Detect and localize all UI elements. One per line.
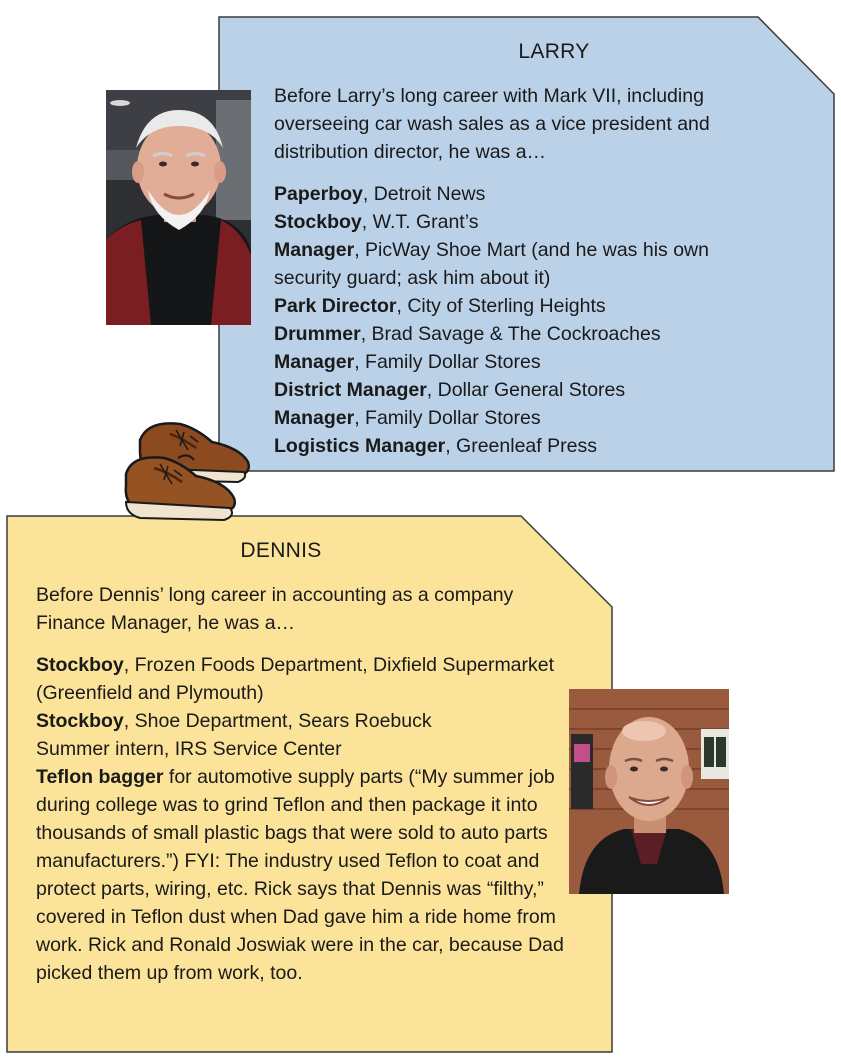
larry-job: [274, 292, 779, 320]
job-title: Manager: [274, 351, 355, 373]
job-title: Stockboy: [36, 654, 124, 676]
dennis-job: [36, 651, 571, 707]
dennis-job: [36, 735, 571, 763]
dennis-intro: Before Dennis’ long career in accounting as a company Finance Manager, he was a…: [36, 584, 514, 634]
job-title: Manager: [274, 239, 355, 261]
job-detail: , W.T. Grant’s: [361, 211, 479, 233]
larry-card-text: [274, 38, 779, 460]
larry-job: [274, 376, 779, 404]
dennis-name: DENNIS: [240, 539, 322, 562]
larry-job: [274, 180, 779, 208]
larry-job-list: [274, 180, 779, 460]
larry-job: [274, 320, 779, 348]
job-title: Stockboy: [36, 710, 124, 732]
job-title: Manager: [274, 407, 355, 429]
job-title: Stockboy: [274, 211, 362, 233]
job-title: Logistics Manager: [274, 435, 446, 457]
job-title: Drummer: [274, 323, 361, 345]
job-detail: , Family Dollar Stores: [354, 407, 541, 429]
larry-job: [274, 348, 779, 376]
job-detail: , Detroit News: [362, 183, 486, 205]
job-detail: Summer intern, IRS Service Center: [36, 738, 342, 760]
job-title: Teflon bagger: [36, 766, 164, 788]
larry-job: [274, 404, 779, 432]
dennis-job-list: [36, 651, 571, 987]
job-detail: , Greenleaf Press: [445, 435, 597, 457]
dennis-card-text: [36, 537, 571, 987]
job-title: District Manager: [274, 379, 427, 401]
job-detail: , Family Dollar Stores: [354, 351, 541, 373]
dennis-job: [36, 707, 571, 735]
job-detail: , Dollar General Stores: [426, 379, 626, 401]
larry-job: [274, 236, 779, 292]
job-detail: , Shoe Department, Sears Roebuck: [123, 710, 432, 732]
dennis-photo: [569, 689, 729, 894]
job-detail: , Frozen Foods Department, Dixfield Supermarket (Greenfield and Plymouth): [36, 654, 555, 704]
job-detail: for automotive supply parts (“My summer job during college was to grind Teflon and then package it into thousands of small plastic bags that were sold to auto parts manufacturers.”) FYI: The industry used Teflon to coat and protect parts, wiring, etc. Rick says that Dennis was “filthy,” covered in Teflon dust when Dad gave him a ride home from work. Rick and Ronald Joswiak were in the car, because Dad picked them up from work, too.: [36, 766, 564, 984]
job-detail: , City of Sterling Heights: [396, 295, 606, 317]
larry-name: LARRY: [518, 40, 590, 63]
job-title: Paperboy: [274, 183, 363, 205]
shoes-icon: [118, 412, 258, 532]
job-detail: , PicWay Shoe Mart (and he was his own security guard; ask him about it): [274, 239, 709, 289]
larry-job: [274, 432, 779, 460]
larry-job: [274, 208, 779, 236]
job-detail: , Brad Savage & The Cockroaches: [360, 323, 661, 345]
larry-photo: [106, 90, 251, 325]
job-title: Park Director: [274, 295, 397, 317]
larry-intro: Before Larry’s long career with Mark VII, including overseeing car wash sales as a vice president and distribution director, he was a…: [274, 85, 710, 163]
dennis-job: [36, 763, 571, 987]
